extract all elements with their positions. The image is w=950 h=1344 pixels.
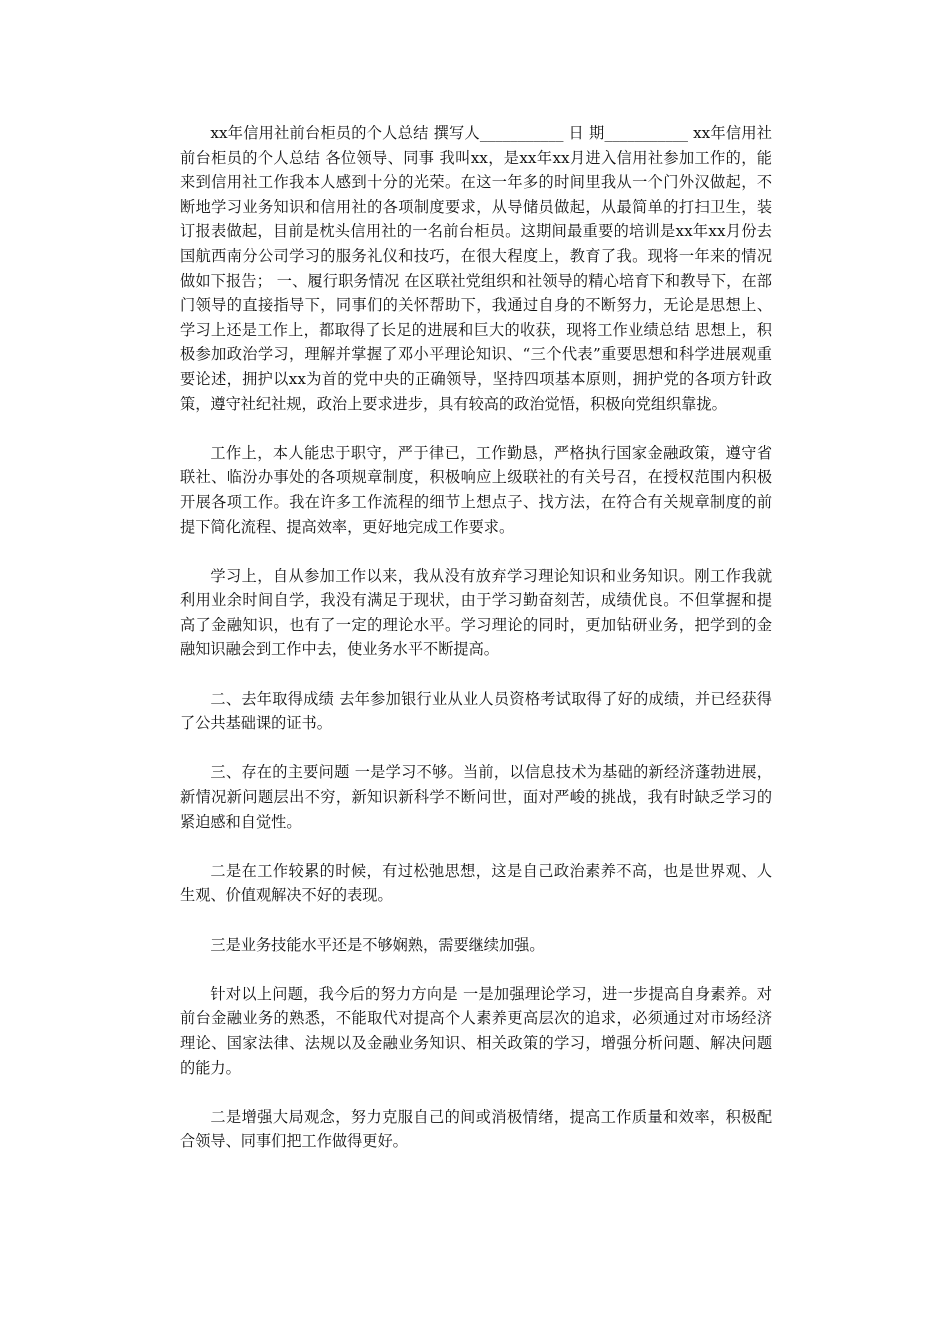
paragraph-direction: 针对以上问题，我今后的努力方向是 一是加强理论学习，进一步提高自身素养。对前台金融业务的熟悉，不能取代对提高个人素养更高层次的追求，必须通过对市场经济理论、国家法律、法规以及金融业务知识、相关政策的学习，增强分析问题、解决问题的能力。 xyxy=(180,984,772,1077)
document-page xyxy=(180,121,772,1179)
paragraph-problems: 三、存在的主要问题 一是学习不够。当前，以信息技术为基础的新经济蓬勃进展，新情况新问题层出不穷，新知识新科学不断问世，面对严峻的挑战，我有时缺乏学习的紧迫感和自觉性。 xyxy=(180,763,772,831)
paragraph-study: 学习上，自从参加工作以来，我从没有放弃学习理论知识和业务知识。刚工作我就利用业余时间自学，我没有满足于现状，由于学习勤奋刻苦，成绩优良。不但掌握和提高了金融知识，也有了一定的理论水平。学习理论的同时，更加钻研业务，把学到的金融知识融会到工作中去，使业务水平不断提高。 xyxy=(180,566,772,659)
paragraph-direction-two: 二是增强大局观念，努力克服自己的间或消极情绪，提高工作质量和效率，积极配合领导、同事们把工作做得更好。 xyxy=(180,1107,772,1151)
paragraph-problem-three: 三是业务技能水平还是不够娴熟，需要继续加强。 xyxy=(210,935,545,954)
paragraph-work: 工作上，本人能忠于职守，严于律已，工作勤恳，严格执行国家金融政策，遵守省联社、临汾办事处的各项规章制度，积极响应上级联社的有关号召，在授权范围内积极开展各项工作。我在许多工作流程的细节上想点子、找方法，在符合有关规章制度的前提下简化流程、提高效率，更好地完成工作要求。 xyxy=(180,443,772,536)
paragraph-achievements: 二、去年取得成绩 去年参加银行业从业人员资格考试取得了好的成绩，并已经获得了公共基础课的证书。 xyxy=(180,689,772,733)
paragraph-problem-two: 二是在工作较累的时候，有过松弛思想，这是自己政治素养不高，也是世界观、人生观、价值观解决不好的表现。 xyxy=(180,861,772,905)
paragraph-intro: xx年信用社前台柜员的个人总结 撰写人___________ 日 期___________ xx年信用社前台柜员的个人总结 各位领导、同事 我叫xx，是xx年xx月进入信用社参加工作的，能来到信用社工作我本人感到十分的光荣。在这一年多的时间里我从一个门外汉做起，不断地学习业务知识和信用社的各项制度要求，从导储员做起，从最简单的打扫卫生，装订报表做起，目前是枕头信用社的一名前台柜员。这期间最重要的培训是xx年xx月份去国航西南分公司学习的服务礼仪和技巧，在很大程度上，教育了我。现将一年来的情况做如下报告； 一、履行职务情况 在区联社党组织和社领导的精心培育下和教导下，在部门领导的直接指导下，同事们的关怀帮助下，我通过自身的不断努力，无论是思想上、学习上还是工作上，都取得了长足的进展和巨大的收获，现将工作业绩总结 思想上，积极参加政治学习，理解并掌握了邓小平理论知识、“三个代表”重要思想和科学进展观重要论述，拥护以xx为首的党中央的正确领导，坚持四项基本原则，拥护党的各项方针政策，遵守社纪社规，政治上要求进步，具有较高的政治觉悟，积极向党组织靠拢。 xyxy=(180,124,772,413)
